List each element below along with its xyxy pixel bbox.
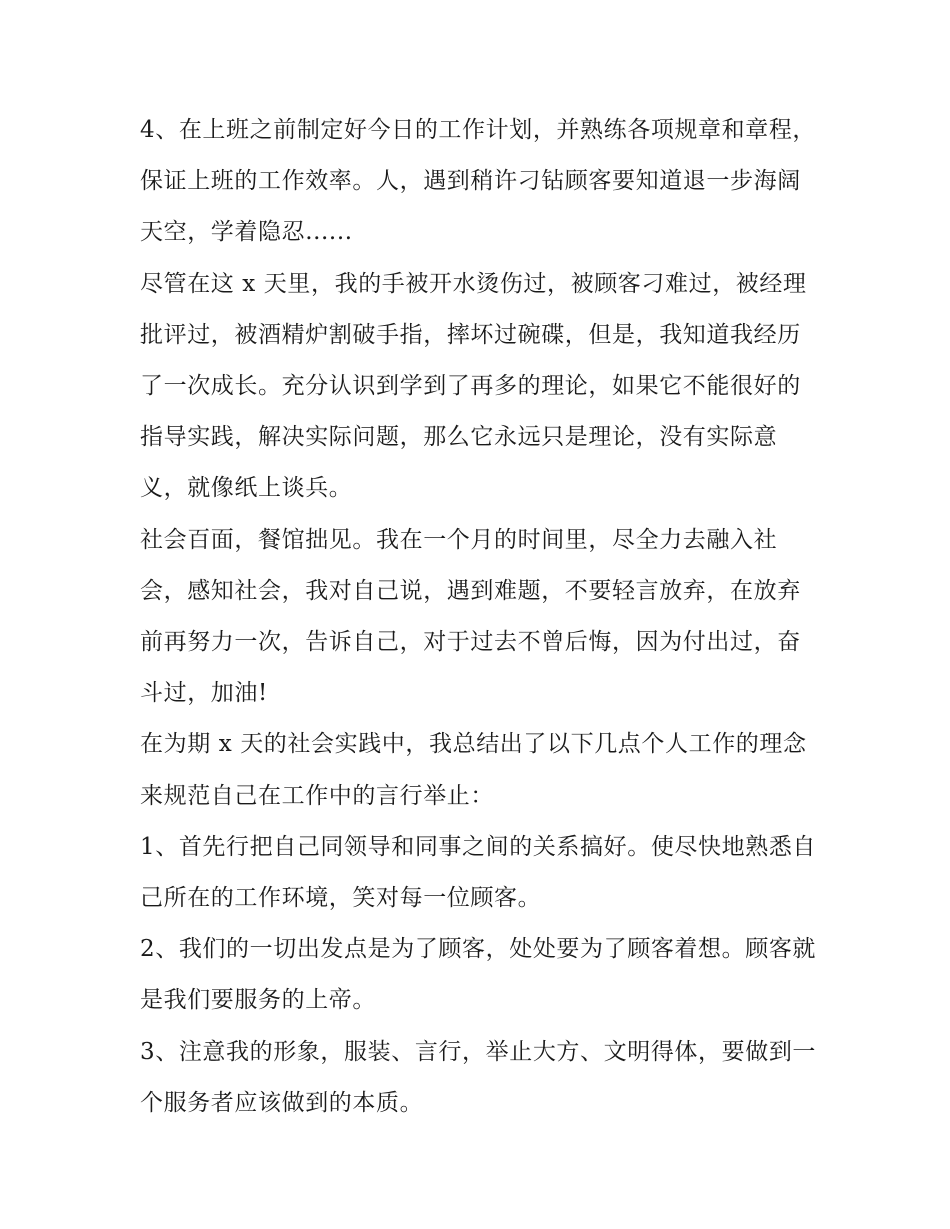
paragraph-hardships: 尽管在这 x 天里，我的手被开水烫伤过，被顾客刁难过，被经理批评过，被酒精炉割破手指，摔坏过碗碟，但是，我知道我经历了一次成长。充分认识到学到了再多的理论，如果它不能很好的指导实践，解决实际问题，那么它永远只是理论，没有实际意义，就像纸上谈兵。 — [140, 270, 807, 502]
paragraph-work-plan: 4、在上班之前制定好今日的工作计划，并熟练各项规章和章程，保证上班的工作效率。人，遇到稍许刁钻顾客要知道退一步海阔天空，学着隐忍...... — [140, 117, 817, 246]
paragraph-principle-2: 2、我们的一切出发点是为了顾客，处处要为了顾客着想。顾客就是我们要服务的上帝。 — [140, 936, 817, 1014]
paragraph-society: 社会百面，餐馆拙见。我在一个月的时间里，尽全力去融入社会，感知社会，我对自己说，遇到难题，不要轻言放弃，在放弃前再努力一次，告诉自己，对于过去不曾后悔，因为付出过，奋斗过，加油! — [140, 526, 801, 707]
document-body — [140, 105, 820, 1129]
paragraph-principles-intro: 在为期 x 天的社会实践中，我总结出了以下几点个人工作的理念来规范自己在工作中的言行举止： — [140, 731, 807, 809]
paragraph-principle-1: 1、首先行把自己同领导和同事之间的关系搞好。使尽快地熟悉自己所在的工作环境，笑对每一位顾客。 — [140, 833, 817, 912]
paragraph-principle-3: 3、注意我的形象，服装、言行，举止大方、文明得体，要做到一个服务者应该做到的本质。 — [140, 1038, 817, 1116]
